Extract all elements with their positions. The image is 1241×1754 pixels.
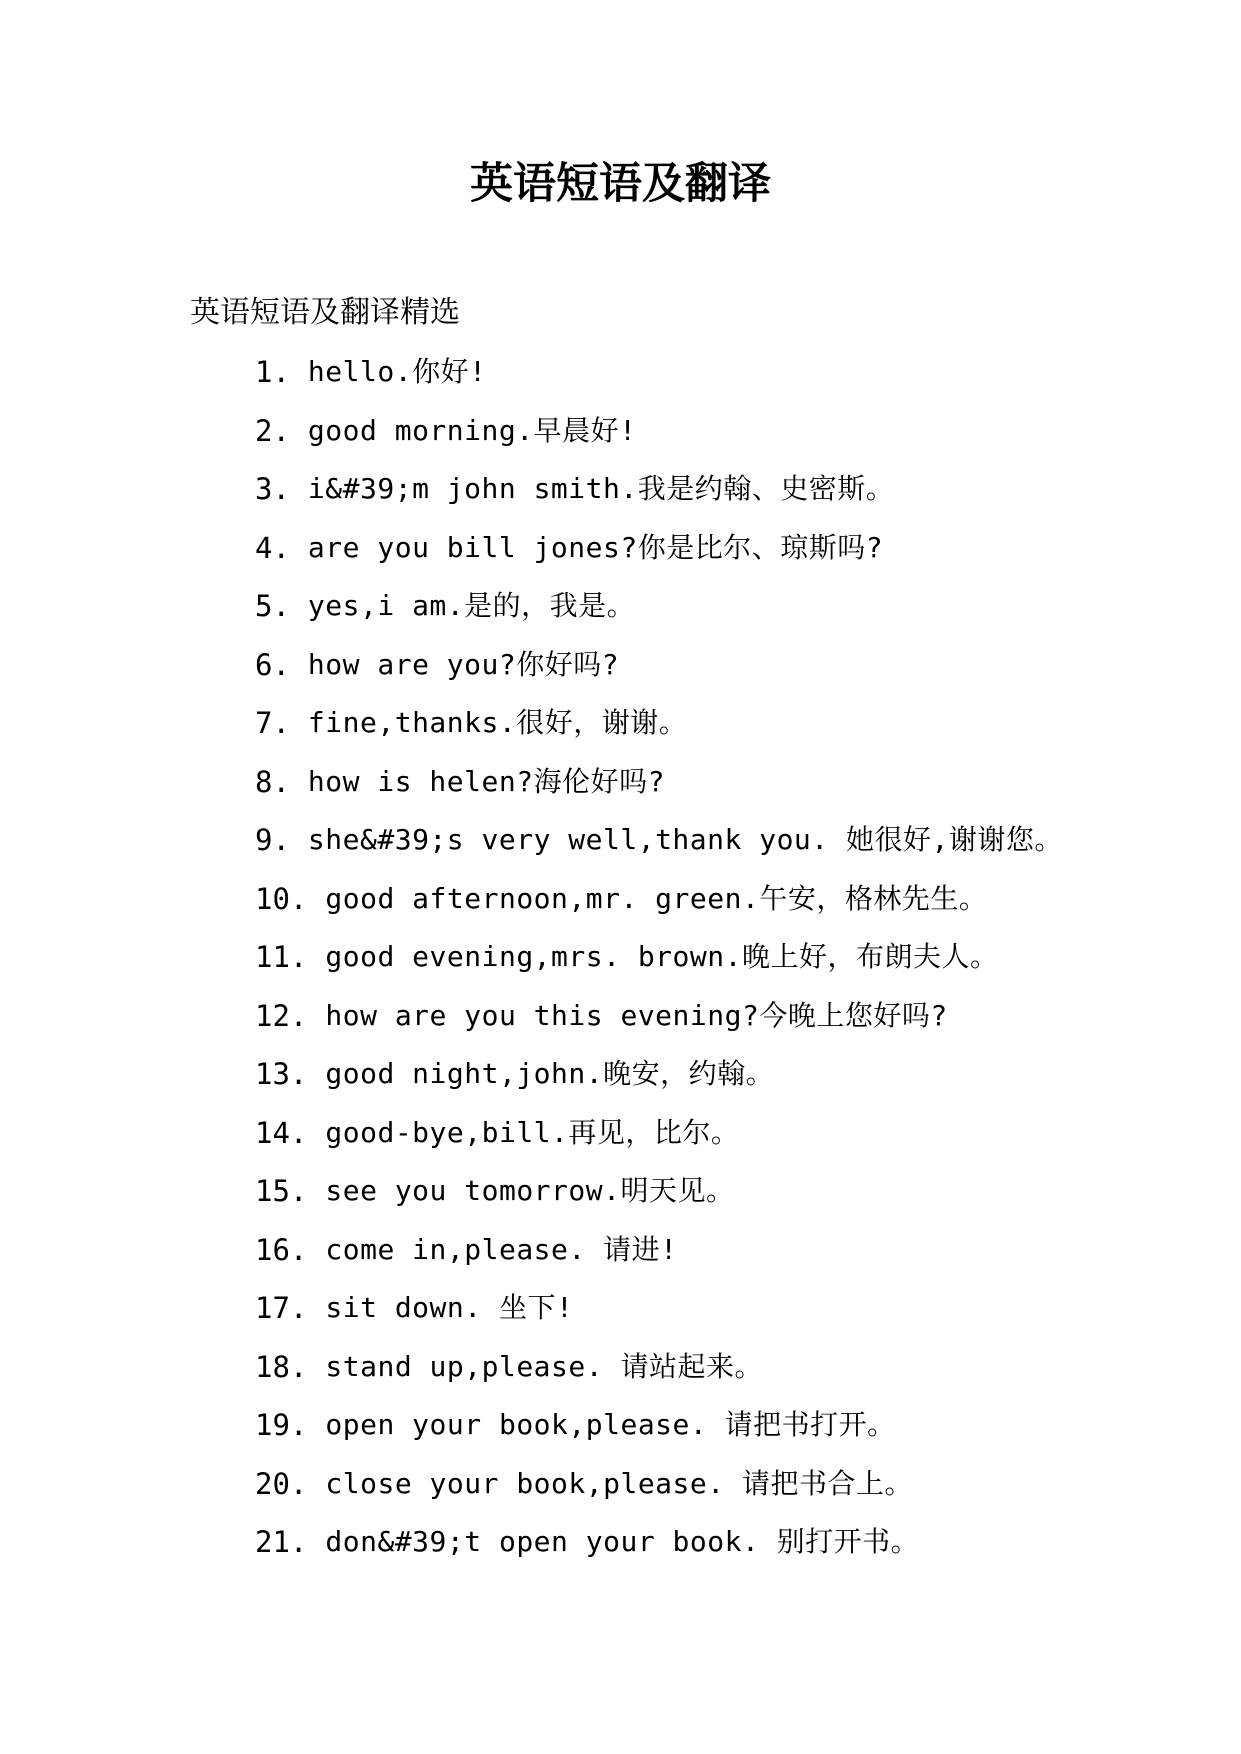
list-item-text: how are you?你好吗? bbox=[307, 647, 620, 681]
list-item bbox=[255, 469, 1063, 528]
list-item-text: close your book,please. 请把书合上。 bbox=[325, 1466, 913, 1500]
list-item-number: 11. bbox=[255, 940, 308, 974]
list-item bbox=[255, 1347, 1063, 1406]
list-item-number: 1. bbox=[255, 355, 290, 389]
list-item-number: 10. bbox=[255, 881, 308, 916]
list-item-text: sit down. 坐下! bbox=[325, 1291, 574, 1324]
list-item-number: 7. bbox=[255, 706, 290, 740]
list-item bbox=[255, 820, 1063, 879]
list-item-text: good evening,mrs. brown.晚上好，布朗夫人。 bbox=[325, 940, 999, 973]
list-item bbox=[255, 352, 1063, 411]
list-item-number: 15. bbox=[255, 1174, 308, 1208]
list-item bbox=[255, 937, 1063, 996]
list-item-number: 8. bbox=[255, 764, 290, 799]
list-item bbox=[255, 1405, 1063, 1464]
list-item bbox=[255, 703, 1063, 762]
list-item-text: good afternoon,mr. green.午安，格林先生。 bbox=[325, 881, 988, 915]
list-item-number: 13. bbox=[255, 1057, 308, 1091]
phrase-list bbox=[255, 352, 1063, 1581]
list-item-text: fine,thanks.很好，谢谢。 bbox=[307, 706, 688, 739]
list-item-number: 3. bbox=[255, 472, 290, 506]
list-item-number: 18. bbox=[255, 1349, 308, 1384]
list-item-text: good-bye,bill.再见，比尔。 bbox=[325, 1115, 740, 1149]
list-item bbox=[255, 1522, 1063, 1581]
list-item bbox=[255, 411, 1063, 470]
section-subtitle: 英语短语及翻译精选 bbox=[190, 295, 460, 330]
list-item-text: don&#39;t open your book. 别打开书。 bbox=[325, 1525, 920, 1558]
list-item bbox=[255, 586, 1063, 645]
list-item-number: 12. bbox=[255, 998, 308, 1033]
list-item-text: i&#39;m john smith.我是约翰、史密斯。 bbox=[307, 472, 895, 505]
list-item bbox=[255, 1054, 1063, 1113]
list-item-text: how are you this evening?今晚上您好吗? bbox=[325, 998, 948, 1032]
list-item-text: are you bill jones?你是比尔、琼斯吗? bbox=[307, 530, 884, 564]
list-item-number: 9. bbox=[255, 823, 290, 857]
list-item-number: 14. bbox=[255, 1115, 308, 1150]
list-item-number: 4. bbox=[255, 530, 290, 565]
list-item-number: 17. bbox=[255, 1291, 308, 1325]
list-item-text: good night,john.晚安，约翰。 bbox=[325, 1057, 775, 1090]
list-item-number: 6. bbox=[255, 647, 290, 682]
list-item-text: yes,i am.是的，我是。 bbox=[307, 589, 636, 622]
list-item-number: 2. bbox=[255, 413, 290, 448]
list-item-text: how is helen?海伦好吗? bbox=[307, 764, 665, 798]
list-item-text: come in,please. 请进! bbox=[325, 1232, 678, 1266]
list-item-text: hello.你好! bbox=[307, 355, 487, 388]
list-item bbox=[255, 645, 1063, 704]
list-item bbox=[255, 762, 1063, 821]
list-item-number: 20. bbox=[255, 1466, 308, 1501]
list-item-number: 21. bbox=[255, 1525, 308, 1559]
list-item-text: good morning.早晨好! bbox=[307, 413, 637, 447]
list-item-number: 5. bbox=[255, 589, 290, 623]
list-item bbox=[255, 879, 1063, 938]
list-item bbox=[255, 1230, 1063, 1289]
list-item-text: she&#39;s very well,thank you. 她很好,谢谢您。 bbox=[307, 823, 1063, 856]
list-item-number: 16. bbox=[255, 1232, 308, 1267]
list-item bbox=[255, 1288, 1063, 1347]
list-item bbox=[255, 1113, 1063, 1172]
list-item-text: stand up,please. 请站起来。 bbox=[325, 1349, 763, 1383]
list-item bbox=[255, 1464, 1063, 1523]
list-item-text: open your book,please. 请把书打开。 bbox=[325, 1408, 896, 1441]
list-item bbox=[255, 1171, 1063, 1230]
list-item-number: 19. bbox=[255, 1408, 308, 1442]
list-item-text: see you tomorrow.明天见。 bbox=[325, 1174, 735, 1207]
page-title: 英语短语及翻译 bbox=[470, 159, 771, 209]
list-item bbox=[255, 528, 1063, 587]
list-item bbox=[255, 996, 1063, 1055]
